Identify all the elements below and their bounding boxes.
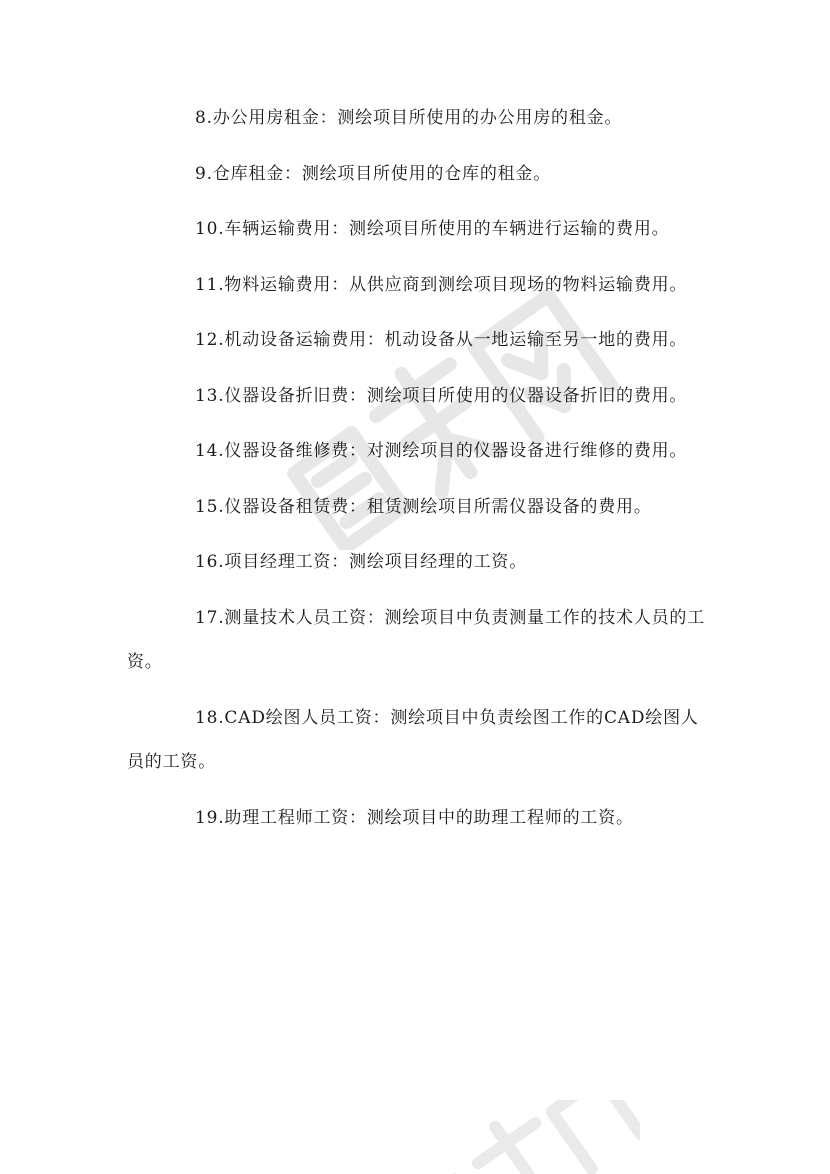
list-item: 11.物料运输费用：从供应商到测绘项目现场的物料运输费用。 (195, 274, 688, 295)
list-item: 10.车辆运输费用：测绘项目所使用的车辆进行运输的费用。 (195, 219, 670, 239)
list-item: 17.测量技术人员工资：测绘项目中负责测量工作的技术人员的工资。 (127, 607, 706, 672)
document-body (127, 96, 707, 851)
watermark-logo-bottom (360, 1100, 640, 1174)
list-item: 19.助理工程师工资：测绘项目中的助理工程师的工资。 (195, 807, 634, 828)
list-item: 13.仪器设备折旧费：测绘项目所使用的仪器设备折旧的费用。 (195, 385, 688, 406)
list-item: 14.仪器设备维修费：对测绘项目的仪器设备进行维修的费用。 (195, 441, 688, 461)
list-item: 12.机动设备运输费用：机动设备从一地运输至另一地的费用。 (195, 330, 688, 350)
list-item: 8.办公用房租金：测绘项目所使用的办公用房的租金。 (195, 108, 623, 128)
list-item: 15.仪器设备租赁费：租赁测绘项目所需仪器设备的费用。 (195, 496, 652, 517)
list-item: 16.项目经理工资：测绘项目经理的工资。 (195, 552, 528, 572)
list-item: 18.CAD绘图人员工资：测绘项目中负责绘图工作的CAD绘图人员的工资。 (127, 707, 699, 772)
list-item: 9.仓库租金：测绘项目所使用的仓库的租金。 (195, 163, 552, 184)
